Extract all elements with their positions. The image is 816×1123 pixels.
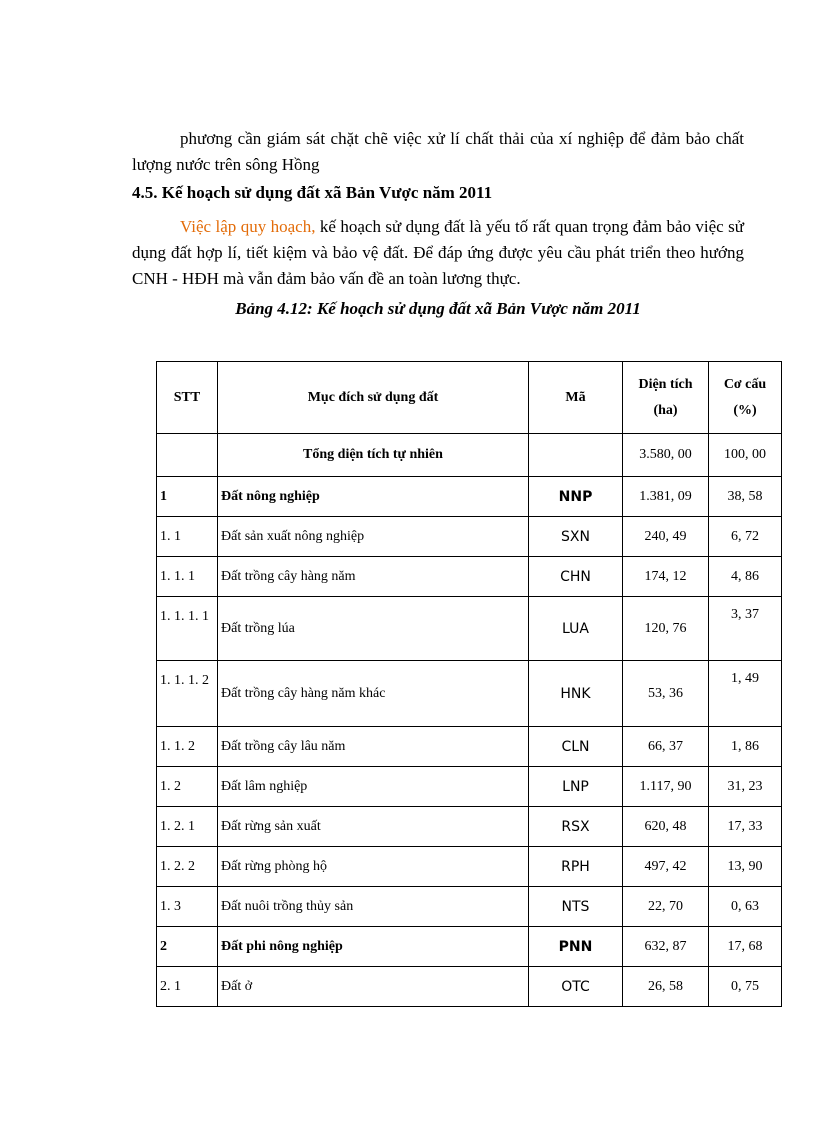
cell-purpose: Tổng diện tích tự nhiên — [218, 434, 529, 477]
cell-area: 620, 48 — [623, 807, 709, 847]
cell-code — [529, 434, 623, 477]
header-stt: STT — [157, 362, 218, 434]
cell-stt: 1. 1. 2 — [157, 727, 218, 767]
cell-purpose: Đất nuôi trồng thủy sản — [218, 887, 529, 927]
table-row — [157, 597, 782, 661]
cell-stt: 1. 2. 2 — [157, 847, 218, 887]
cell-stt: 1. 2 — [157, 767, 218, 807]
table-row — [157, 434, 782, 477]
cell-stt: 1. 1. 1. 2 — [157, 661, 218, 727]
land-use-table — [156, 361, 782, 1007]
cell-code: RSX — [529, 807, 623, 847]
cell-purpose: Đất phi nông nghiệp — [218, 927, 529, 967]
cell-share: 3, 37 — [709, 597, 782, 661]
cell-code: NTS — [529, 887, 623, 927]
cell-code: OTC — [529, 967, 623, 1007]
cell-stt: 1. 2. 1 — [157, 807, 218, 847]
cell-purpose: Đất nông nghiệp — [218, 477, 529, 517]
cell-purpose: Đất trồng cây hàng năm — [218, 557, 529, 597]
header-area-line1: Diện tích — [638, 376, 693, 392]
header-area-line2: (ha) — [653, 402, 678, 418]
cell-stt: 2. 1 — [157, 967, 218, 1007]
cell-code: CLN — [529, 727, 623, 767]
cell-share: 38, 58 — [709, 477, 782, 517]
table-row — [157, 967, 782, 1007]
cell-area: 174, 12 — [623, 557, 709, 597]
cell-area: 240, 49 — [623, 517, 709, 557]
table-row — [157, 887, 782, 927]
header-code: Mã — [529, 362, 623, 434]
cell-code: SXN — [529, 517, 623, 557]
cell-stt: 1. 3 — [157, 887, 218, 927]
cell-share: 17, 68 — [709, 927, 782, 967]
continuation-paragraph: phương cần giám sát chặt chẽ việc xử lí chất thải của xí nghiệp để đảm bảo chất lượng nước trên sông Hồng — [132, 129, 744, 174]
cell-share: 6, 72 — [709, 517, 782, 557]
cell-share: 1, 86 — [709, 727, 782, 767]
cell-area: 26, 58 — [623, 967, 709, 1007]
cell-share: 17, 33 — [709, 807, 782, 847]
cell-code: RPH — [529, 847, 623, 887]
cell-area: 120, 76 — [623, 597, 709, 661]
header-share-line2: (%) — [733, 402, 757, 418]
cell-purpose: Đất trồng cây hàng năm khác — [218, 661, 529, 727]
cell-purpose: Đất lâm nghiệp — [218, 767, 529, 807]
cell-purpose: Đất sản xuất nông nghiệp — [218, 517, 529, 557]
table-row — [157, 847, 782, 887]
cell-share: 4, 86 — [709, 557, 782, 597]
table-row — [157, 727, 782, 767]
cell-code: LUA — [529, 597, 623, 661]
cell-stt — [157, 434, 218, 477]
table-row — [157, 661, 782, 727]
cell-area: 3.580, 00 — [623, 434, 709, 477]
table-row — [157, 807, 782, 847]
table-row — [157, 557, 782, 597]
intro-paragraph — [132, 214, 744, 292]
cell-area: 66, 37 — [623, 727, 709, 767]
cell-stt: 1. 1. 1. 1 — [157, 597, 218, 661]
table-row — [157, 517, 782, 557]
section-heading: 4.5. Kế hoạch sử dụng đất xã Bản Vược năm 2011 — [132, 183, 493, 202]
paragraph-text: kế hoạch sử dụng đất là yếu tố rất quan trọng đảm bảo việc sử dụng đất hợp lí, tiết kiệm và bảo vệ đất. Để đáp ứng được yêu cầu phát triển theo hướng CNH - HĐH mà vẫn đảm bảo vấn đề an toàn lương thực. — [132, 217, 744, 288]
cell-area: 53, 36 — [623, 661, 709, 727]
cell-share: 1, 49 — [709, 661, 782, 727]
cell-purpose: Đất trồng cây lâu năm — [218, 727, 529, 767]
cell-share: 13, 90 — [709, 847, 782, 887]
cell-area: 632, 87 — [623, 927, 709, 967]
header-share — [709, 362, 782, 434]
header-area — [623, 362, 709, 434]
table-header-row — [157, 362, 782, 434]
table-row — [157, 477, 782, 517]
cell-code: NNP — [529, 477, 623, 517]
cell-code: HNK — [529, 661, 623, 727]
table-row — [157, 927, 782, 967]
cell-area: 1.117, 90 — [623, 767, 709, 807]
cell-purpose: Đất ở — [218, 967, 529, 1007]
cell-stt: 1. 1 — [157, 517, 218, 557]
cell-code: CHN — [529, 557, 623, 597]
header-purpose: Mục đích sử dụng đất — [218, 362, 529, 434]
cell-purpose: Đất rừng sản xuất — [218, 807, 529, 847]
cell-stt: 1. 1. 1 — [157, 557, 218, 597]
cell-share: 0, 63 — [709, 887, 782, 927]
cell-stt: 1 — [157, 477, 218, 517]
highlighted-phrase: Việc lập quy hoạch, — [180, 217, 316, 236]
header-share-line1: Cơ cấu — [723, 376, 767, 392]
cell-code: PNN — [529, 927, 623, 967]
cell-code: LNP — [529, 767, 623, 807]
cell-area: 22, 70 — [623, 887, 709, 927]
cell-purpose: Đất rừng phòng hộ — [218, 847, 529, 887]
table-row — [157, 767, 782, 807]
cell-stt: 2 — [157, 927, 218, 967]
cell-share: 100, 00 — [709, 434, 782, 477]
cell-purpose: Đất trồng lúa — [218, 597, 529, 661]
cell-share: 31, 23 — [709, 767, 782, 807]
cell-area: 497, 42 — [623, 847, 709, 887]
cell-area: 1.381, 09 — [623, 477, 709, 517]
table-caption: Bảng 4.12: Kế hoạch sử dụng đất xã Bản Vược năm 2011 — [235, 299, 641, 318]
cell-share: 0, 75 — [709, 967, 782, 1007]
